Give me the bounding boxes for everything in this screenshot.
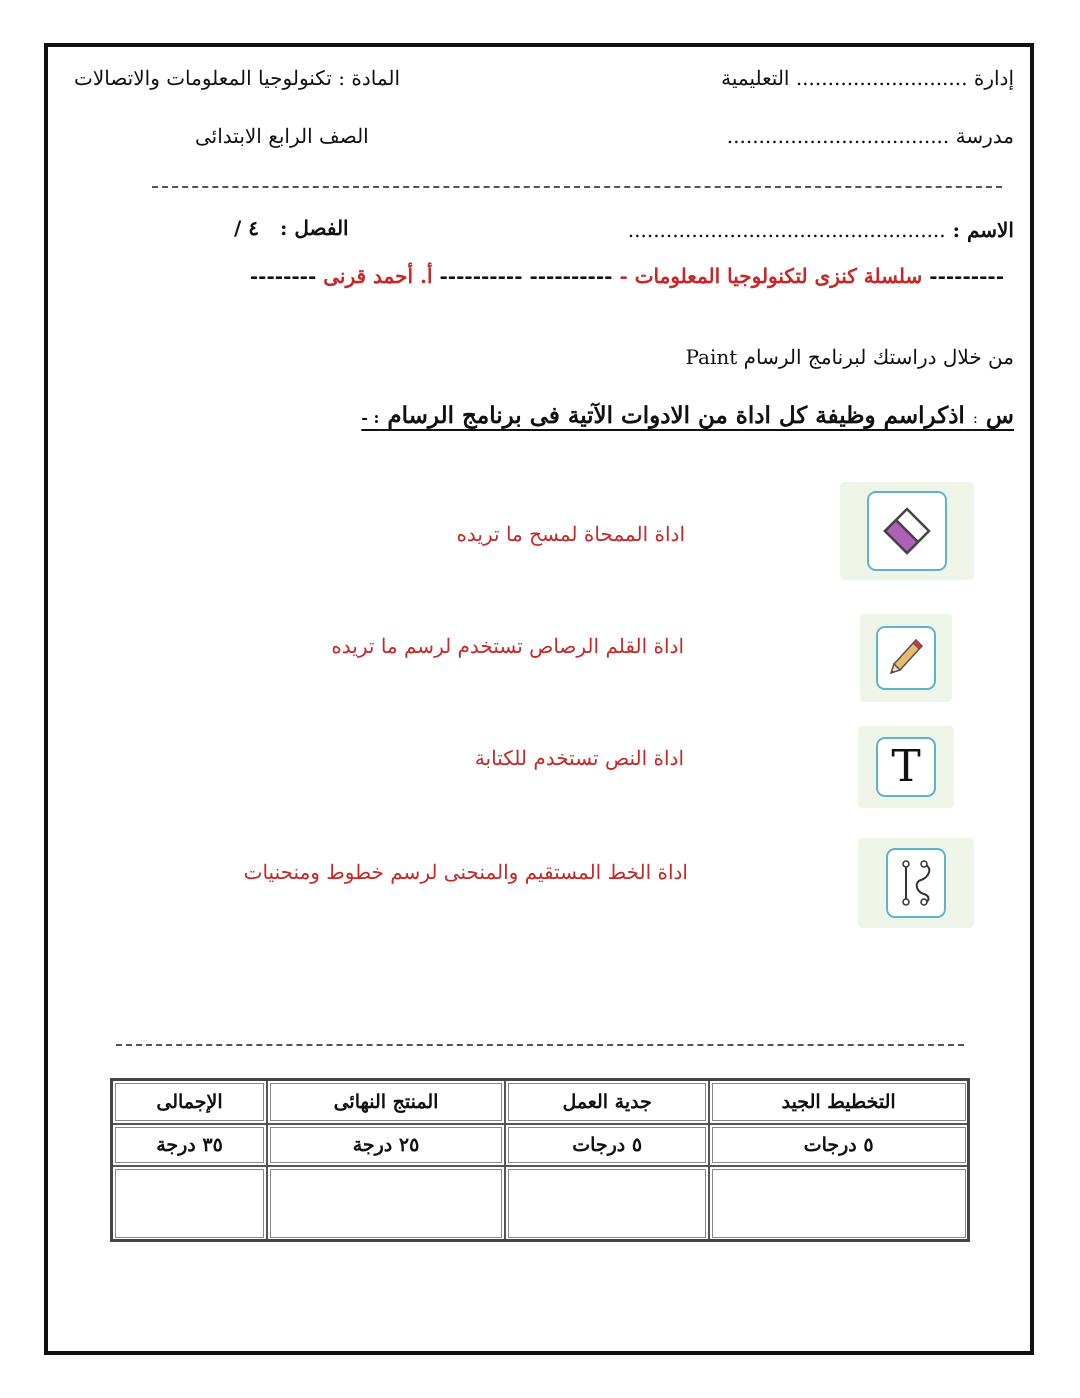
value-planning: ٥ درجات: [709, 1124, 968, 1166]
school-dots: ...................................: [726, 124, 950, 148]
teacher-name: أ. أحمد قرنى: [323, 264, 433, 288]
text-icon-glyph: T: [891, 741, 921, 792]
name-label: الاسم :: [952, 218, 1014, 242]
header-total: الإجمالى: [112, 1080, 268, 1125]
subject-label: المادة :: [338, 66, 401, 90]
curve-tool-box: [858, 838, 974, 928]
admin-dots: ...........................: [795, 66, 968, 90]
score-cell[interactable]: [505, 1166, 709, 1241]
admin-suffix: التعليمية: [721, 66, 790, 90]
score-cell[interactable]: [709, 1166, 968, 1241]
series-title: سلسلة كنزى لتكنولوجيا المعلومات -: [619, 264, 923, 288]
question-prefix: س: [985, 402, 1014, 429]
text-answer: اداة النص تستخدم للكتابة: [474, 746, 684, 770]
grades-table: [110, 1078, 970, 1242]
value-seriousness: ٥ درجات: [505, 1124, 709, 1166]
separator-dashes: [152, 186, 1002, 188]
footer-separator-dashes: [116, 1044, 964, 1046]
curve-icon: [886, 848, 946, 918]
admin-label: إدارة: [973, 66, 1014, 90]
question-suffix: : -: [361, 408, 380, 427]
grades-empty-row: [112, 1166, 969, 1241]
school-label: مدرسة: [955, 124, 1014, 148]
series-dashes-mid: ---------- ----------: [439, 264, 613, 288]
eraser-icon: [867, 491, 947, 571]
grades-values-row: [112, 1124, 969, 1166]
series-dashes-left: --------: [249, 264, 317, 288]
value-final-product: ٢٥ درجة: [267, 1124, 505, 1166]
school-line: [727, 124, 1014, 148]
class-line: [234, 216, 349, 240]
question-line: [361, 402, 1014, 429]
question-separator: :: [972, 409, 978, 427]
series-line: [68, 264, 1004, 288]
pencil-tool-box: [860, 614, 952, 702]
grades-header-row: [112, 1080, 969, 1125]
text-tool-box: [858, 726, 954, 808]
intro-text: من خلال دراستك لبرنامج الرسام Paint: [685, 345, 1014, 369]
score-cell[interactable]: [267, 1166, 505, 1241]
name-line: [628, 218, 1014, 242]
header-final-product: المنتج النهائى: [267, 1080, 505, 1125]
subject-line: [74, 66, 400, 90]
class-value: ٤ /: [234, 216, 260, 240]
admin-line: [721, 66, 1014, 90]
class-label: الفصل :: [280, 216, 349, 240]
pencil-icon: [876, 626, 936, 690]
eraser-answer: اداة الممحاة لمسح ما تريده: [456, 522, 685, 546]
score-cell[interactable]: [112, 1166, 268, 1241]
name-dots: ..................................................: [627, 218, 946, 242]
curve-answer: اداة الخط المستقيم والمنحنى لرسم خطوط ومنحنيات: [243, 860, 688, 884]
grade-level: الصف الرابع الابتدائى: [195, 124, 369, 148]
question-text: اذكراسم وظيفة كل اداة من الادوات الآتية فى برنامج الرسام: [387, 402, 965, 429]
series-dashes-right: ---------: [929, 264, 1004, 288]
pencil-answer: اداة القلم الرصاص تستخدم لرسم ما تريده: [331, 634, 684, 658]
subject-value: تكنولوجيا المعلومات والاتصالات: [74, 66, 332, 90]
eraser-tool-box: [840, 482, 974, 580]
header-planning: التخطيط الجيد: [709, 1080, 968, 1125]
text-icon: [876, 737, 936, 797]
value-total: ٣٥ درجة: [112, 1124, 268, 1166]
header-seriousness: جدية العمل: [505, 1080, 709, 1125]
